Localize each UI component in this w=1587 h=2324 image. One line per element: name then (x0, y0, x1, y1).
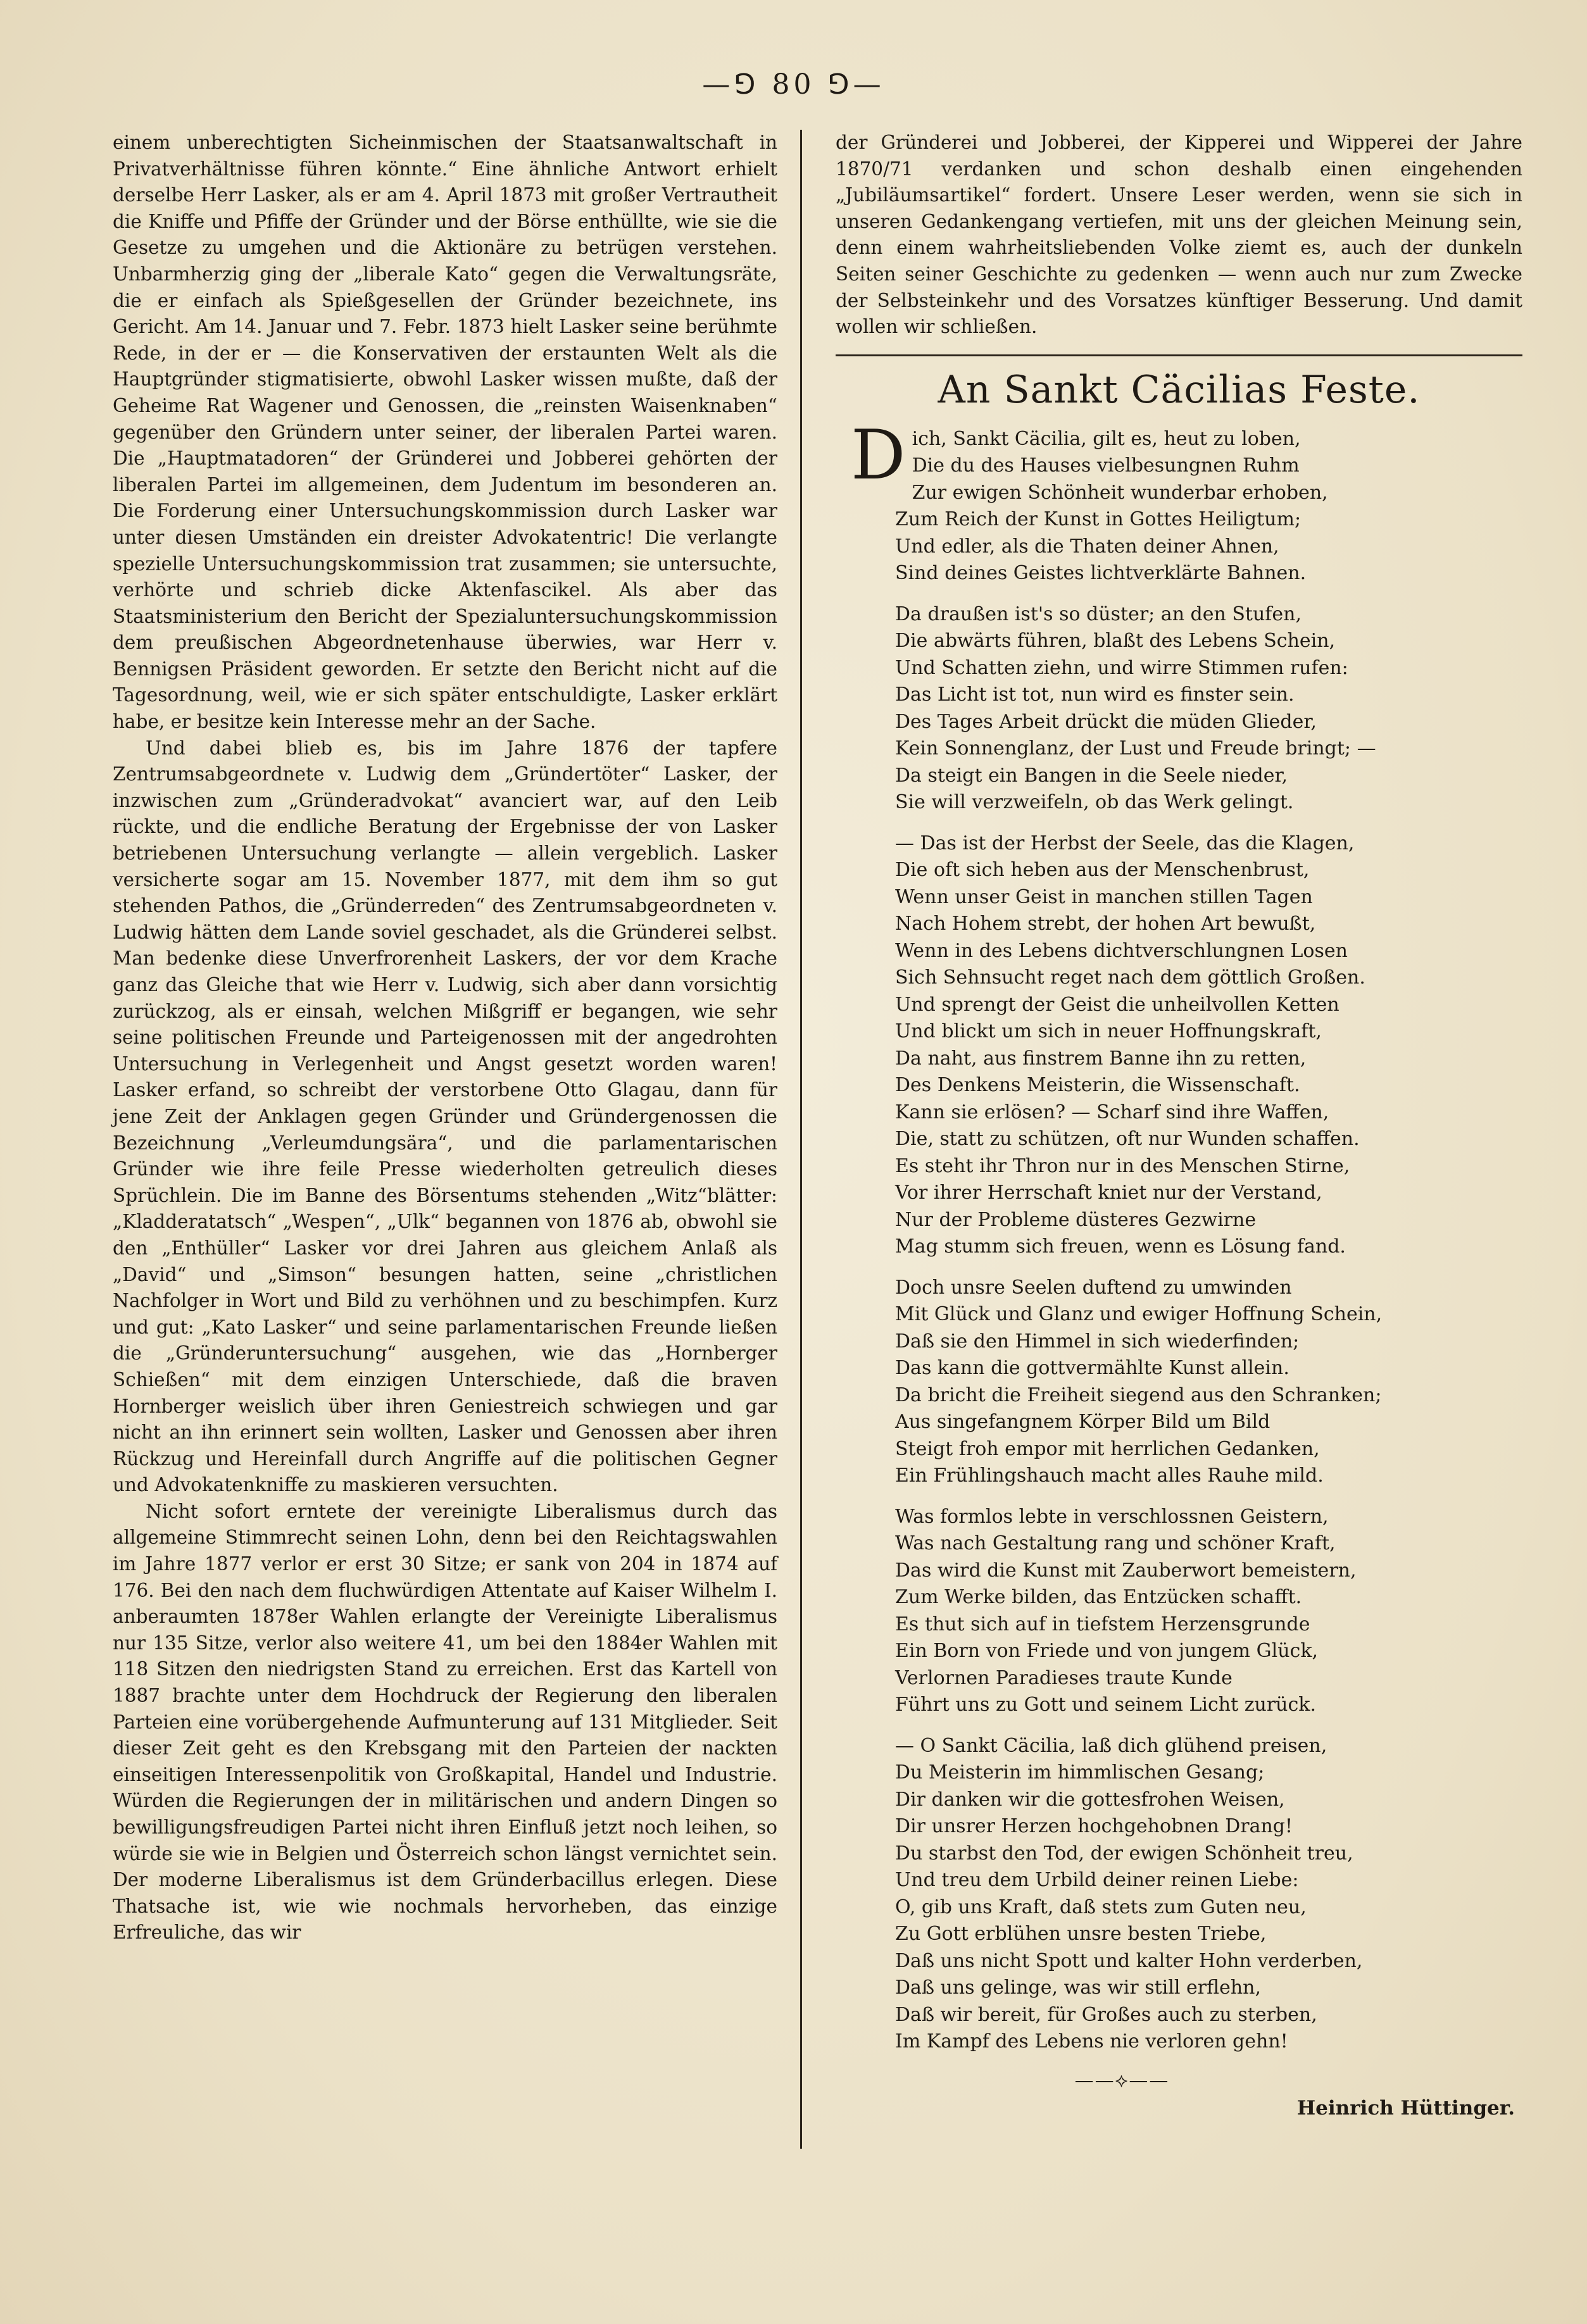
poem-stanza (895, 1733, 1522, 2056)
poem-line: Und sprengt der Geist die unheilvollen Ketten (895, 993, 1339, 1016)
poem-line: Da steigt ein Bangen in die Seele nieder, (895, 764, 1288, 787)
poem-stanza (895, 1504, 1522, 1719)
paragraph: der Gründerei und Jobberei, der Kipperei und Wipperei der Jahre 1870/71 verdanken und schon deshalb einen eingehenden „Jubiläumsartikel“ fordert. Unsere Leser werden, wenn sie sich in unseren Gedankengang vertiefen, mit uns der gleichen Meinung sein, denn einem wahrheitsliebenden Volke ziemt es, auch der dunkeln Seiten seiner Geschichte zu gedenken — wenn auch nur zum Zwecke der Selbsteinkehr und des Vorsatzes künftiger Besserung. Und damit wollen wir schließen. (836, 132, 1522, 338)
poem-line: Es steht ihr Thron nur in des Menschen Stirne, (895, 1154, 1350, 1177)
poem-line: Zum Reich der Kunst in Gottes Heiligtum; (895, 508, 1302, 531)
poem-line: Ein Born von Friede und von jungem Glück, (895, 1640, 1319, 1663)
poem-line: Da naht, aus finstrem Banne ihn zu retten, (895, 1047, 1307, 1070)
drop-cap: D (851, 415, 906, 495)
poem-line: Sie will verzweifeln, ob das Werk gelingt. (895, 791, 1294, 814)
poem-line: Das Licht ist tot, nun wird es finster sein. (895, 684, 1295, 706)
poem-author: Heinrich Hüttinger. (1296, 2096, 1515, 2120)
poem-line: Und treu dem Urbild deiner reinen Liebe: (895, 1869, 1299, 1892)
poem-line: Was formlos lebte in verschlossnen Geistern, (895, 1505, 1329, 1528)
poem-line: Mit Glück und Glanz und ewiger Hoffnung Schein, (895, 1303, 1383, 1326)
ornament: ——⟡—— (1074, 2069, 1170, 2092)
page-number: —⅁ 80 ⅁— (702, 68, 885, 101)
poem-line: Doch unsre Seelen duftend zu umwinden (895, 1276, 1292, 1299)
poem-line: — Das ist der Herbst der Seele, das die Klagen, (895, 832, 1355, 854)
poem-line: Verlornen Paradieses traute Kunde (895, 1666, 1233, 1689)
poem-line: Daß uns nicht Spott und kalter Hohn verderben, (895, 1949, 1363, 1972)
poem-line: Es thut sich auf in tiefstem Herzensgrunde (895, 1613, 1310, 1635)
poem-line: Zu Gott erblühen unsre besten Triebe, (895, 1923, 1267, 1946)
poem-stanza (895, 1275, 1522, 1490)
poem-line: Nach Hohem strebt, der hohen Art bewußt, (895, 913, 1316, 935)
poem-line: Daß sie den Himmel in sich wiederfinden; (895, 1330, 1300, 1353)
poem-line: Kann sie erlösen? — Scharf sind ihre Waffen, (895, 1101, 1329, 1123)
poem-line: Was nach Gestaltung rang und schöner Kraft, (895, 1532, 1336, 1555)
poem-line: Dir unsrer Herzen hochgehobnen Drang! (895, 1815, 1293, 1838)
poem-line: Da bricht die Freiheit siegend aus den Schranken; (895, 1384, 1382, 1406)
poem-line: — O Sankt Cäcilia, laß dich glühend preisen, (895, 1734, 1327, 1757)
poem-line: Daß wir bereit, für Großes auch zu sterben, (895, 2003, 1317, 2026)
poem-line: Die abwärts führen, blaßt des Lebens Schein, (895, 630, 1336, 653)
poem-line: Sich Sehnsucht reget nach dem göttlich Großen. (895, 966, 1365, 989)
poem-line: Aus singefangnem Körper Bild um Bild (895, 1411, 1270, 1434)
poem-line: Wenn unser Geist in manchen stillen Tagen (895, 885, 1313, 908)
poem-line: Dir danken wir die gottesfrohen Weisen, (895, 1788, 1285, 1811)
right-column (836, 130, 1522, 2120)
poem-line: Vor ihrer Herrschaft kniet nur der Verstand, (895, 1182, 1322, 1204)
poem-stanza (895, 830, 1522, 1261)
poem-line: Die du des Hauses vielbesungnen Ruhm (912, 454, 1300, 477)
poem-line: Wenn in des Lebens dichtverschlungnen Losen (895, 939, 1348, 962)
column-divider (800, 130, 802, 2149)
poem-line: Da draußen ist's so düster; an den Stufen, (895, 603, 1302, 625)
poem-line: Und Schatten ziehn, und wirre Stimmen rufen: (895, 656, 1348, 679)
poem-title: An Sankt Cäcilias Feste. (938, 367, 1421, 412)
poem-stanza (895, 601, 1522, 816)
paragraph: Nicht sofort erntete der vereinigte Liberalismus durch das allgemeine Stimmrecht seinen Lohn, denn bei den Reichtagswahlen im Jahre 1877 verlor er erst 30 Sitze; er sank von 204 in 1874 auf 176. Bei den nach dem fluchwürdigen Attentate auf Kaiser Wilhelm I. anberaumten 1878er Wahlen erlangte der Vereinigte Liberalismus nur 135 Sitze, verlor also weitere 41, um bei den 1884er Wahlen mit 118 Sitzen den niedrigsten Stand zu erreichen. Erst das Kartell von 1887 brachte unter dem Hochdruck der Regierung den liberalen Parteien eine vorübergehende Aufmunterung auf 131 Mitglieder. Seit dieser Zeit geht es den Krebsgang mit den Parteien der nackten einseitigen Interessenpolitik von Großkapital, Handel und Industrie. Würden die Regierungen der in militärischen und andern Dingen so bewilligungsfreudigen Partei nicht ihren Einfluß jetzt noch leihen, so würde sie wie in Belgien und Österreich schon längst vernichtet sein. Der moderne Liberalismus ist dem Gründerbacillus erlegen. Diese Thatsache ist, wie wie nochmals hervorheben, das einzige Erfreuliche, das wir (113, 1500, 777, 1944)
poem-line: Das wird die Kunst mit Zauberwort bemeistern, (895, 1559, 1357, 1582)
paragraph: Und dabei blieb es, bis im Jahre 1876 der tapfere Zentrumsabgeordnete v. Ludwig dem „Gründertöter“ Lasker, der inzwischen zum „Gründeradvokat“ avanciert war, auf den Leib rückte, und die endliche Beratung der Ergebnisse der von Lasker betriebenen Untersuchung verlangte — allein vergeblich. Lasker versicherte sogar am 15. November 1877, mit dem ihm so gut stehenden Pathos, die „Gründerreden“ des Zentrumsabgeordneten v. Ludwig hätten dem Lande soviel geschadet, als die Gründerei selbst. Man bedenke diese Unverfrorenheit Laskers, der vor dem Krache ganz das Gleiche that wie Herr v. Ludwig, sich aber dann vorsichtig zurückzog, als er einsah, welchen Mißgriff er begangen, wie sehr seine politischen Freunde und Parteigenossen mit der angedrohten Untersuchung in Verlegenheit und Angst gesetzt worden waren! Lasker erfand, so schreibt der verstorbene Otto Glagau, dann für jene Zeit der Anklagen gegen Gründer und Gründergenossen die Bezeichnung „Verleumdungsära“, und die parlamentarischen Gründer wie ihre feile Presse wiederholten getreulich dieses Sprüchlein. Die im Banne des Börsentums stehenden „Witz“blätter: „Kladderatatsch“ „Wespen“, „Ulk“ begannen von 1876 ab, obwohl sie den „Enthüller“ Lasker vor drei Jahren aus gleichem Anlaß als „David“ und „Simson“ besungen hatten, seine „christlichen Nachfolger in Wort und Bild zu verhöhnen und zu beschimpfen. Kurz und gut: „Kato Lasker“ und seine parlamentarischen Freunde ließen die „Gründeruntersuchung“ ausgehen, wie das „Hornberger Schießen“ mit dem einzigen Unterschiede, daß die braven Hornberger weislich über ihren Geniestreich schwiegen und gar nicht an ihn erinnert sein wollten, Lasker und Genossen aber ihren Rückzug und Hereinfall durch Angriffe auf die politischen Gegner und Advokatenkniffe zu maskieren versuchten. (113, 737, 777, 1496)
poem-line: Und edler, als die Thaten deiner Ahnen, (895, 535, 1279, 558)
poem (836, 415, 1522, 2056)
poem-line: O, gib uns Kraft, daß stets zum Guten neu, (895, 1896, 1307, 1918)
poem-stanza (851, 415, 1522, 587)
poem-line: Zum Werke bilden, das Entzücken schafft. (895, 1586, 1302, 1609)
poem-line: Kein Sonnenglanz, der Lust und Freude bringt; — (895, 737, 1376, 760)
poem-line: Du Meisterin im himmlischen Gesang; (895, 1761, 1265, 1784)
paragraph: einem unberechtigten Sicheinmischen der Staatsanwaltschaft in Privatverhältnisse führen könnte.“ Eine ähnliche Antwort erhielt derselbe Herr Lasker, als er am 4. April 1873 mit großer Vertrautheit die Kniffe und Pfiffe der Gründer und der Börse enthüllte, wie sie die Gesetze zu umgehen und die Aktionäre zu betrügen verstehen. Unbarmherzig ging der „liberale Kato“ gegen die Verwaltungsräte, die er einfach als Spießgesellen der Gründer bezeichnete, ins Gericht. Am 14. Januar und 7. Febr. 1873 hielt Lasker seine berühmte Rede, in der er — die Konservativen der erstaunten Welt als die Hauptgründer stigmatisierte, obwohl Lasker wissen mußte, daß der Geheime Rat Wagener und Genossen, die „reinsten Waisenknaben“ gegenüber den Gründern unter seiner, der liberalen Partei waren. Die „Hauptmatadoren“ der Gründerei und Jobberei gehörten der liberalen Partei im allgemeinen, dem Judentum im besonderen an. Die Forderung einer Untersuchungskommission durch Lasker war unter diesen Umständen ein dreister Advokatentric! Die verlangte spezielle Untersuchungskommission trat zusammen; sie untersuchte, verhörte und schrieb dicke Aktenfascikel. Als aber das Staatsministerium den Bericht der Spezialuntersuchungskommission dem preußischen Abgeordnetenhause überwies, war Herr v. Bennigsen Präsident geworden. Er setzte den Bericht nicht auf die Tagesordnung, weil, wie er sich später entschuldigte, Lasker erklärt habe, er besitze kein Interesse mehr an der Sache. (113, 132, 777, 733)
section-rule (836, 354, 1522, 356)
poem-line: Zur ewigen Schönheit wunderbar erhoben, (912, 481, 1328, 504)
poem-line: Das kann die gottvermählte Kunst allein. (895, 1357, 1289, 1380)
poem-line: Des Tages Arbeit drückt die müden Glieder, (895, 710, 1317, 733)
poem-line: Die, statt zu schützen, oft nur Wunden schaffen. (895, 1128, 1360, 1151)
poem-line: Du starbst den Tod, der ewigen Schönheit treu, (895, 1842, 1353, 1865)
poem-line: Die oft sich heben aus der Menschenbrust, (895, 859, 1310, 882)
poem-line: Ein Frühlingshauch macht alles Rauhe mild. (895, 1465, 1324, 1487)
poem-line: Im Kampf des Lebens nie verloren gehn! (895, 2030, 1288, 2053)
poem-line: Steigt froh empor mit herrlichen Gedanken, (895, 1437, 1320, 1460)
poem-line: Sind deines Geistes lichtverklärte Bahnen. (895, 562, 1307, 585)
poem-line: Daß uns gelinge, was wir still erflehn, (895, 1977, 1262, 1999)
poem-line: Mag stumm sich freuen, wenn es Lösung fand. (895, 1235, 1346, 1258)
left-column (113, 130, 777, 1946)
poem-line: Führt uns zu Gott und seinem Licht zurück. (895, 1694, 1317, 1716)
poem-line: Und blickt um sich in neuer Hoffnungskraft, (895, 1020, 1322, 1043)
poem-line: ich, Sankt Cäcilia, gilt es, heut zu loben, (912, 427, 1301, 450)
poem-line: Nur der Probleme düsteres Gezwirne (895, 1208, 1257, 1231)
poem-line: Des Denkens Meisterin, die Wissenschaft. (895, 1074, 1300, 1097)
